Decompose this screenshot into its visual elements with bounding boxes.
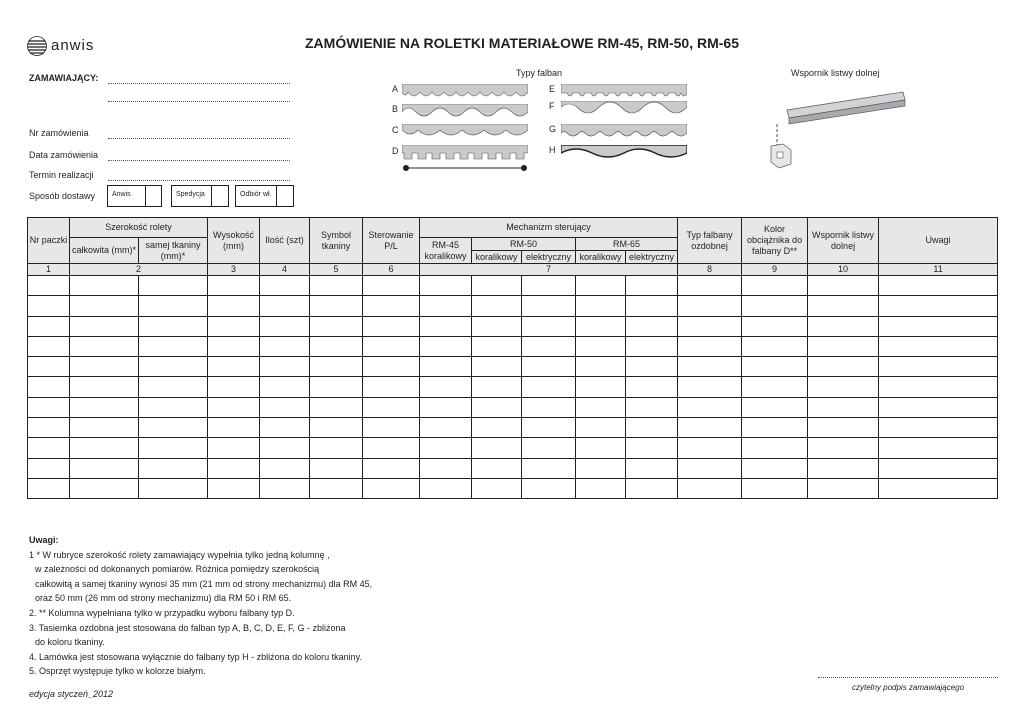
- table-cell[interactable]: [310, 276, 363, 296]
- table-cell[interactable]: [310, 316, 363, 336]
- col-header-fabric: Symbol tkaniny: [310, 218, 363, 264]
- table-cell[interactable]: [522, 377, 576, 397]
- col-header-control: Sterowanie P/L: [363, 218, 420, 264]
- note-line: 4. Lamówka jest stosowana wyłącznie do falbany typ H - zbliżona do koloru tkaniny.: [29, 651, 363, 662]
- col-header-rm45: [420, 238, 472, 264]
- orderer-label: ZAMAWIAJĄCY:: [29, 73, 99, 83]
- notes-title: Uwagi:: [29, 535, 59, 545]
- table-cell[interactable]: [260, 438, 310, 458]
- note-line: oraz 50 mm (26 mm od strony mechanizmu) dla RM 50 i RM 65.: [35, 593, 292, 604]
- table-cell[interactable]: [879, 458, 998, 478]
- pleat-letter: C: [392, 125, 399, 135]
- table-cell[interactable]: [879, 397, 998, 417]
- table-cell[interactable]: [310, 418, 363, 438]
- table-cell[interactable]: [522, 478, 576, 498]
- col-header-mechanism: Mechanizm sterujący: [420, 218, 678, 238]
- col-header-width-fabric: samej tkaniny (mm)*: [139, 238, 208, 264]
- table-cell[interactable]: [70, 276, 139, 296]
- column-number: 3: [208, 264, 260, 276]
- table-cell[interactable]: [576, 316, 626, 336]
- note-line: w zależności od dokonanych pomiarów. Różnica pomiędzy szerokością: [35, 564, 320, 575]
- table-cell[interactable]: [472, 418, 522, 438]
- pleat-letter: H: [549, 145, 556, 155]
- table-cell[interactable]: [472, 316, 522, 336]
- col-header-color: Kolor obciążnika do falbany D**: [742, 218, 808, 264]
- table-cell[interactable]: [472, 336, 522, 356]
- column-number: 7: [420, 264, 678, 276]
- note-line: 3. Tasiemka ozdobna jest stosowana do falban typ A, B, C, D, E, F, G - zbliżona: [29, 622, 346, 633]
- edition-label: edycja styczeń_2012: [29, 689, 114, 699]
- table-cell[interactable]: [678, 336, 742, 356]
- table-cell[interactable]: [28, 438, 70, 458]
- table-cell[interactable]: [260, 458, 310, 478]
- table-cell[interactable]: [363, 276, 420, 296]
- col-header-height: Wysokość (mm): [208, 218, 260, 264]
- table-cell[interactable]: [420, 377, 472, 397]
- pleat-letter: A: [392, 84, 399, 94]
- table-cell[interactable]: [678, 397, 742, 417]
- orderer-field-line-2[interactable]: [108, 101, 290, 102]
- col-header-rm50: RM-50: [472, 238, 576, 251]
- column-number: 4: [260, 264, 310, 276]
- col-header-width: Szerokość rolety: [70, 218, 208, 238]
- table-cell[interactable]: [139, 316, 208, 336]
- table-cell[interactable]: [808, 357, 879, 377]
- table-cell[interactable]: [576, 336, 626, 356]
- col-header-width-total: całkowita (mm)*: [70, 238, 139, 264]
- bracket-title: Wspornik listwy dolnej: [791, 68, 880, 78]
- table-cell[interactable]: [742, 296, 808, 316]
- table-cell[interactable]: [576, 418, 626, 438]
- table-cell[interactable]: [420, 357, 472, 377]
- table-row: [28, 377, 998, 397]
- table-cell[interactable]: [742, 357, 808, 377]
- col-header-rm65: RM-65: [576, 238, 678, 251]
- col-header-rm65-bead: koralikowy: [576, 251, 626, 264]
- order-number-field[interactable]: [108, 138, 290, 139]
- table-row: [28, 357, 998, 377]
- table-cell[interactable]: [70, 438, 139, 458]
- table-cell[interactable]: [28, 336, 70, 356]
- shipping-option-label: Spedycja: [176, 191, 205, 198]
- pleat-letter: D: [392, 146, 399, 156]
- column-number: 11: [879, 264, 998, 276]
- table-cell[interactable]: [420, 336, 472, 356]
- pleat-d-icon: [402, 145, 528, 173]
- column-number: 5: [310, 264, 363, 276]
- table-cell[interactable]: [363, 418, 420, 438]
- table-cell[interactable]: [879, 276, 998, 296]
- table-cell[interactable]: [678, 438, 742, 458]
- table-cell[interactable]: [742, 276, 808, 296]
- table-cell[interactable]: [472, 357, 522, 377]
- table-cell[interactable]: [70, 316, 139, 336]
- note-line: 5. Osprzęt występuje tylko w kolorze białym.: [29, 666, 206, 677]
- col-header-rm50-bead: koralikowy: [472, 251, 522, 264]
- table-cell[interactable]: [70, 357, 139, 377]
- table-cell[interactable]: [70, 296, 139, 316]
- pleat-h-icon: [561, 145, 687, 161]
- table-row: [28, 478, 998, 498]
- order-number-label: Nr zamówienia: [29, 128, 89, 138]
- order-date-label: Data zamówienia: [29, 150, 99, 160]
- table-cell[interactable]: [260, 316, 310, 336]
- shipping-option-label: Odbiór wł.: [240, 191, 272, 198]
- pleat-c-icon: [402, 124, 528, 140]
- col-header-pleat: Typ falbany ozdobnej: [678, 218, 742, 264]
- table-cell[interactable]: [626, 458, 678, 478]
- column-number: 2: [70, 264, 208, 276]
- table-cell[interactable]: [576, 458, 626, 478]
- table-cell[interactable]: [70, 478, 139, 498]
- table-cell[interactable]: [576, 438, 626, 458]
- col-header-bracket: Wspornik listwy dolnej: [808, 218, 879, 264]
- table-cell[interactable]: [70, 418, 139, 438]
- table-cell[interactable]: [879, 377, 998, 397]
- table-cell[interactable]: [576, 296, 626, 316]
- table-cell[interactable]: [678, 377, 742, 397]
- table-cell[interactable]: [208, 296, 260, 316]
- table-cell[interactable]: [742, 418, 808, 438]
- table-cell[interactable]: [879, 336, 998, 356]
- table-cell[interactable]: [522, 276, 576, 296]
- table-cell[interactable]: [678, 296, 742, 316]
- anwis-logo: [27, 36, 107, 60]
- note-line: 1 * W rubryce szerokość rolety zamawiający wypełnia tylko jedną kolumnę ,: [29, 549, 330, 560]
- table-cell[interactable]: [28, 377, 70, 397]
- table-cell[interactable]: [139, 478, 208, 498]
- col-header-rm50-electric: elektryczny: [522, 251, 576, 264]
- signature-field[interactable]: [818, 677, 998, 678]
- table-cell[interactable]: [208, 438, 260, 458]
- table-cell[interactable]: [808, 377, 879, 397]
- table-cell[interactable]: [310, 458, 363, 478]
- table-cell[interactable]: [742, 397, 808, 417]
- col-header-rm65-electric: elektryczny: [626, 251, 678, 264]
- delivery-term-label: Termin realizacji: [29, 170, 94, 180]
- table-cell[interactable]: [139, 458, 208, 478]
- table-cell[interactable]: [208, 377, 260, 397]
- table-cell[interactable]: [310, 336, 363, 356]
- table-cell[interactable]: [678, 458, 742, 478]
- table-cell[interactable]: [363, 478, 420, 498]
- table-cell[interactable]: [626, 478, 678, 498]
- table-cell[interactable]: [808, 316, 879, 336]
- order-date-field[interactable]: [108, 160, 290, 161]
- table-cell[interactable]: [742, 336, 808, 356]
- table-cell[interactable]: [420, 478, 472, 498]
- note-line: do koloru tkaniny.: [35, 637, 105, 648]
- shipping-label: Sposób dostawy: [29, 191, 96, 201]
- table-row: [28, 276, 998, 296]
- table-cell[interactable]: [139, 377, 208, 397]
- table-cell[interactable]: [420, 316, 472, 336]
- table-cell[interactable]: [626, 438, 678, 458]
- table-cell[interactable]: [310, 296, 363, 316]
- pleat-f-icon: [561, 101, 687, 117]
- table-cell[interactable]: [626, 418, 678, 438]
- shipping-checkbox[interactable]: [145, 185, 163, 207]
- table-cell[interactable]: [70, 397, 139, 417]
- table-cell[interactable]: [879, 296, 998, 316]
- brand-name: anwis: [51, 37, 95, 54]
- orderer-field[interactable]: [108, 83, 290, 84]
- table-cell[interactable]: [522, 397, 576, 417]
- note-line: całkowitą a samej tkaniny wynosi 35 mm (21 mm od strony mechanizmu) dla RM 45,: [35, 578, 373, 589]
- page-title: ZAMÓWIENIE NA ROLETKI MATERIAŁOWE RM-45, RM-50, RM-65: [305, 35, 739, 51]
- table-cell[interactable]: [626, 276, 678, 296]
- table-cell[interactable]: [678, 478, 742, 498]
- table-row: [28, 438, 998, 458]
- table-cell[interactable]: [742, 458, 808, 478]
- table-cell[interactable]: [208, 458, 260, 478]
- column-number: 6: [363, 264, 420, 276]
- column-number-row: [28, 264, 998, 276]
- table-cell[interactable]: [28, 316, 70, 336]
- table-row: [28, 397, 998, 417]
- bracket-icon: [765, 88, 909, 180]
- table-cell[interactable]: [879, 478, 998, 498]
- table-cell[interactable]: [420, 397, 472, 417]
- table-cell[interactable]: [363, 316, 420, 336]
- table-cell[interactable]: [626, 336, 678, 356]
- table-cell[interactable]: [472, 438, 522, 458]
- pleat-e-icon: [561, 84, 687, 100]
- table-cell[interactable]: [420, 458, 472, 478]
- table-cell[interactable]: [310, 397, 363, 417]
- table-cell[interactable]: [742, 438, 808, 458]
- table-cell[interactable]: [363, 357, 420, 377]
- table-row: [28, 418, 998, 438]
- column-number: 10: [808, 264, 879, 276]
- table-cell[interactable]: [879, 438, 998, 458]
- column-number: 1: [28, 264, 70, 276]
- pleat-letter: E: [549, 84, 556, 94]
- table-cell[interactable]: [420, 276, 472, 296]
- table-cell[interactable]: [472, 458, 522, 478]
- column-number: 8: [678, 264, 742, 276]
- table-cell[interactable]: [522, 357, 576, 377]
- table-cell[interactable]: [522, 418, 576, 438]
- table-cell[interactable]: [626, 357, 678, 377]
- table-cell[interactable]: [363, 438, 420, 458]
- order-table: [27, 217, 998, 499]
- shipping-option-spedycja[interactable]: [171, 185, 229, 207]
- table-cell[interactable]: [208, 336, 260, 356]
- table-cell[interactable]: [260, 336, 310, 356]
- table-cell[interactable]: [472, 296, 522, 316]
- table-cell[interactable]: [576, 357, 626, 377]
- rm45-bead-label: koralikowy: [424, 250, 467, 261]
- table-cell[interactable]: [208, 316, 260, 336]
- pleat-letter: G: [549, 124, 557, 134]
- table-cell[interactable]: [420, 438, 472, 458]
- table-cell[interactable]: [808, 478, 879, 498]
- table-cell[interactable]: [678, 276, 742, 296]
- table-cell[interactable]: [522, 296, 576, 316]
- delivery-term-field[interactable]: [108, 180, 290, 181]
- col-header-notes: Uwagi: [879, 218, 998, 264]
- table-cell[interactable]: [310, 438, 363, 458]
- pleat-letter: B: [392, 104, 399, 114]
- table-cell[interactable]: [310, 357, 363, 377]
- table-cell[interactable]: [208, 478, 260, 498]
- table-cell[interactable]: [808, 296, 879, 316]
- pleat-a-icon: [402, 84, 528, 100]
- pleat-g-icon: [561, 124, 687, 140]
- table-cell[interactable]: [678, 357, 742, 377]
- table-cell[interactable]: [742, 377, 808, 397]
- table-cell[interactable]: [139, 336, 208, 356]
- table-cell[interactable]: [139, 357, 208, 377]
- table-cell[interactable]: [522, 316, 576, 336]
- table-cell[interactable]: [260, 357, 310, 377]
- shipping-option-label: Anwis: [112, 191, 131, 198]
- table-cell[interactable]: [260, 296, 310, 316]
- note-line: 2. ** Kolumna wypełniana tylko w przypadku wyboru falbany typ D.: [29, 607, 295, 618]
- table-cell[interactable]: [139, 418, 208, 438]
- table-cell[interactable]: [363, 296, 420, 316]
- table-cell[interactable]: [808, 458, 879, 478]
- table-cell[interactable]: [808, 438, 879, 458]
- table-cell[interactable]: [260, 397, 310, 417]
- table-cell[interactable]: [522, 438, 576, 458]
- table-cell[interactable]: [626, 397, 678, 417]
- table-row: [28, 458, 998, 478]
- table-cell[interactable]: [420, 296, 472, 316]
- shipping-checkbox[interactable]: [211, 185, 229, 207]
- shipping-option-odbior[interactable]: [235, 185, 294, 207]
- table-cell[interactable]: [522, 458, 576, 478]
- table-cell[interactable]: [70, 336, 139, 356]
- table-cell[interactable]: [879, 357, 998, 377]
- table-cell[interactable]: [678, 418, 742, 438]
- table-row: [28, 336, 998, 356]
- table-cell[interactable]: [742, 478, 808, 498]
- table-cell[interactable]: [260, 377, 310, 397]
- table-cell[interactable]: [28, 418, 70, 438]
- shipping-option-anwis[interactable]: [107, 185, 162, 207]
- table-cell[interactable]: [310, 478, 363, 498]
- col-header-nr: Nr paczki: [28, 218, 70, 264]
- table-row: [28, 296, 998, 316]
- table-cell[interactable]: [522, 336, 576, 356]
- table-cell[interactable]: [28, 276, 70, 296]
- table-cell[interactable]: [420, 418, 472, 438]
- table-cell[interactable]: [808, 418, 879, 438]
- col-header-qty: Ilość (szt): [260, 218, 310, 264]
- table-cell[interactable]: [879, 418, 998, 438]
- table-cell[interactable]: [260, 478, 310, 498]
- logo-mark-icon: [27, 36, 47, 56]
- shipping-checkbox[interactable]: [276, 185, 294, 207]
- table-cell[interactable]: [363, 397, 420, 417]
- table-cell[interactable]: [808, 276, 879, 296]
- table-cell[interactable]: [208, 276, 260, 296]
- table-cell[interactable]: [208, 397, 260, 417]
- pleat-b-icon: [402, 104, 528, 120]
- table-cell[interactable]: [260, 276, 310, 296]
- table-cell[interactable]: [139, 438, 208, 458]
- table-cell[interactable]: [260, 418, 310, 438]
- table-cell[interactable]: [626, 296, 678, 316]
- table-cell[interactable]: [576, 397, 626, 417]
- signature-label: czytelny podpis zamawiającego: [852, 683, 965, 692]
- table-cell[interactable]: [363, 336, 420, 356]
- pleat-letter: F: [549, 101, 555, 111]
- table-cell[interactable]: [28, 296, 70, 316]
- table-cell[interactable]: [472, 397, 522, 417]
- table-cell[interactable]: [28, 478, 70, 498]
- table-row: [28, 316, 998, 336]
- table-cell[interactable]: [472, 377, 522, 397]
- table-cell[interactable]: [310, 377, 363, 397]
- table-cell[interactable]: [70, 458, 139, 478]
- table-cell[interactable]: [472, 276, 522, 296]
- table-cell[interactable]: [139, 296, 208, 316]
- table-cell[interactable]: [472, 478, 522, 498]
- table-cell[interactable]: [678, 316, 742, 336]
- table-cell[interactable]: [139, 276, 208, 296]
- table-cell[interactable]: [363, 377, 420, 397]
- table-cell[interactable]: [626, 316, 678, 336]
- table-cell[interactable]: [808, 336, 879, 356]
- table-cell[interactable]: [28, 357, 70, 377]
- notes-section: [29, 533, 372, 679]
- table-cell[interactable]: [742, 316, 808, 336]
- column-number: 9: [742, 264, 808, 276]
- table-cell[interactable]: [28, 397, 70, 417]
- table-cell[interactable]: [208, 418, 260, 438]
- table-cell[interactable]: [808, 397, 879, 417]
- table-cell[interactable]: [626, 377, 678, 397]
- table-cell[interactable]: [363, 458, 420, 478]
- table-cell[interactable]: [139, 397, 208, 417]
- table-cell[interactable]: [28, 458, 70, 478]
- table-cell[interactable]: [576, 377, 626, 397]
- table-cell[interactable]: [208, 357, 260, 377]
- pleat-types-title: Typy falban: [516, 68, 563, 78]
- table-cell[interactable]: [879, 316, 998, 336]
- table-cell[interactable]: [70, 377, 139, 397]
- rm45-label: RM-45: [431, 239, 459, 250]
- table-cell[interactable]: [576, 276, 626, 296]
- table-cell[interactable]: [576, 478, 626, 498]
